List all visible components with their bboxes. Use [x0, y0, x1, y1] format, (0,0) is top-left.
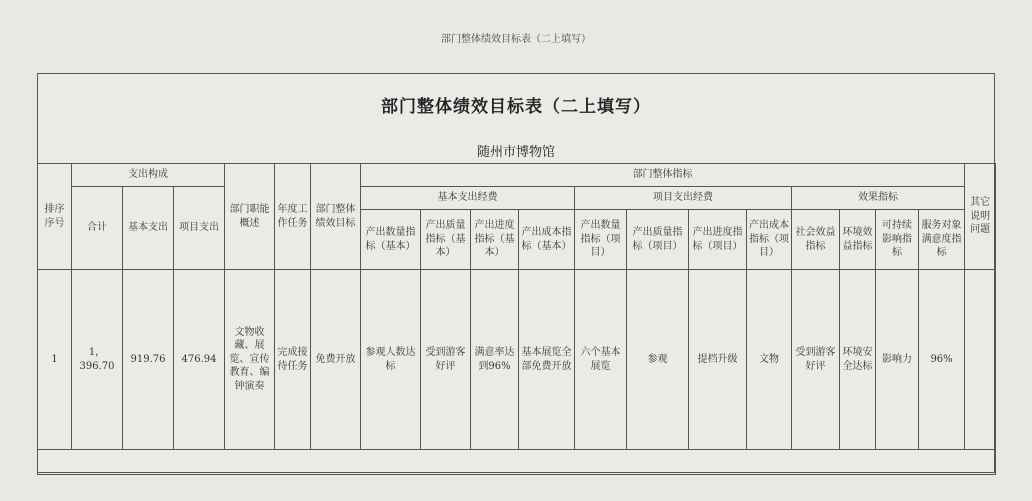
header-sustainable: 可持续影响指标	[876, 210, 919, 270]
cell-other-issues	[965, 270, 996, 450]
organization-name: 随州市博物馆	[476, 145, 555, 160]
header-basic-quality: 产出质量指标（基本）	[421, 210, 471, 270]
header-annual-task: 年度工作任务	[275, 164, 311, 270]
header-other-issues: 其它说明问题	[965, 164, 996, 270]
cell-proj-qty: 六个基本展览	[575, 270, 627, 450]
cell-proj-quality: 参观	[627, 270, 689, 450]
page-header: 部门整体绩效目标表（二上填写）	[441, 34, 591, 45]
cell-satisfaction: 96%	[919, 270, 965, 450]
empty-footer-cell	[38, 450, 996, 475]
header-project-funds-group: 项目支出经费	[575, 187, 792, 210]
header-basic-progress: 产出进度指标（基本）	[471, 210, 519, 270]
cell-social: 受到游客好评	[792, 270, 840, 450]
cell-overall-goal: 免费开放	[311, 270, 361, 450]
cell-seq: 1	[38, 270, 72, 450]
table-row	[38, 270, 996, 450]
header-proj-quality: 产出质量指标（项目）	[627, 210, 689, 270]
header-proj-cost: 产出成本指标（项目）	[747, 210, 792, 270]
performance-table	[37, 163, 996, 475]
cell-basic-cost: 基本展览全部免费开放	[519, 270, 575, 450]
header-project-expense: 项目支出	[174, 187, 225, 270]
header-proj-progress: 产出进度指标（项目）	[689, 210, 747, 270]
cell-proj-cost: 文物	[747, 270, 792, 450]
cell-environment: 环境安全达标	[840, 270, 876, 450]
header-basic-cost: 产出成本指标（基本）	[519, 210, 575, 270]
header-environment: 环境效益指标	[840, 210, 876, 270]
cell-basic-qty: 参观人数达标	[361, 270, 421, 450]
header-overall-goal: 部门整体绩效目标	[311, 164, 361, 270]
header-basic-funds-group: 基本支出经费	[361, 187, 575, 210]
header-seq: 排序序号	[38, 164, 72, 270]
cell-basic-expense: 919.76	[123, 270, 174, 450]
table-row-empty	[38, 450, 996, 475]
cell-total: 1，396.70	[72, 270, 123, 450]
header-effect-group: 效果指标	[792, 187, 965, 210]
cell-basic-progress: 满意率达到96%	[471, 270, 519, 450]
header-basic-expense: 基本支出	[123, 187, 174, 270]
cell-sustainable: 影响力	[876, 270, 919, 450]
cell-annual-task: 完成接待任务	[275, 270, 311, 450]
cell-proj-progress: 提档升级	[689, 270, 747, 450]
cell-dept-function: 文物收藏、展览、宣传教育、编钟演奏	[225, 270, 275, 450]
header-proj-qty: 产出数量指标（项目）	[575, 210, 627, 270]
header-social: 社会效益指标	[792, 210, 840, 270]
header-basic-qty: 产出数量指标（基本）	[361, 210, 421, 270]
cell-project-expense: 476.94	[174, 270, 225, 450]
header-expenditure-group: 支出构成	[72, 164, 225, 187]
header-total: 合计	[72, 187, 123, 270]
header-satisfaction: 服务对象满意度指标	[919, 210, 965, 270]
header-dept-function: 部门职能概述	[225, 164, 275, 270]
form-title: 部门整体绩效目标表（二上填写）	[381, 97, 651, 117]
header-indicators-group: 部门整体指标	[361, 164, 965, 187]
cell-basic-quality: 受到游客好评	[421, 270, 471, 450]
